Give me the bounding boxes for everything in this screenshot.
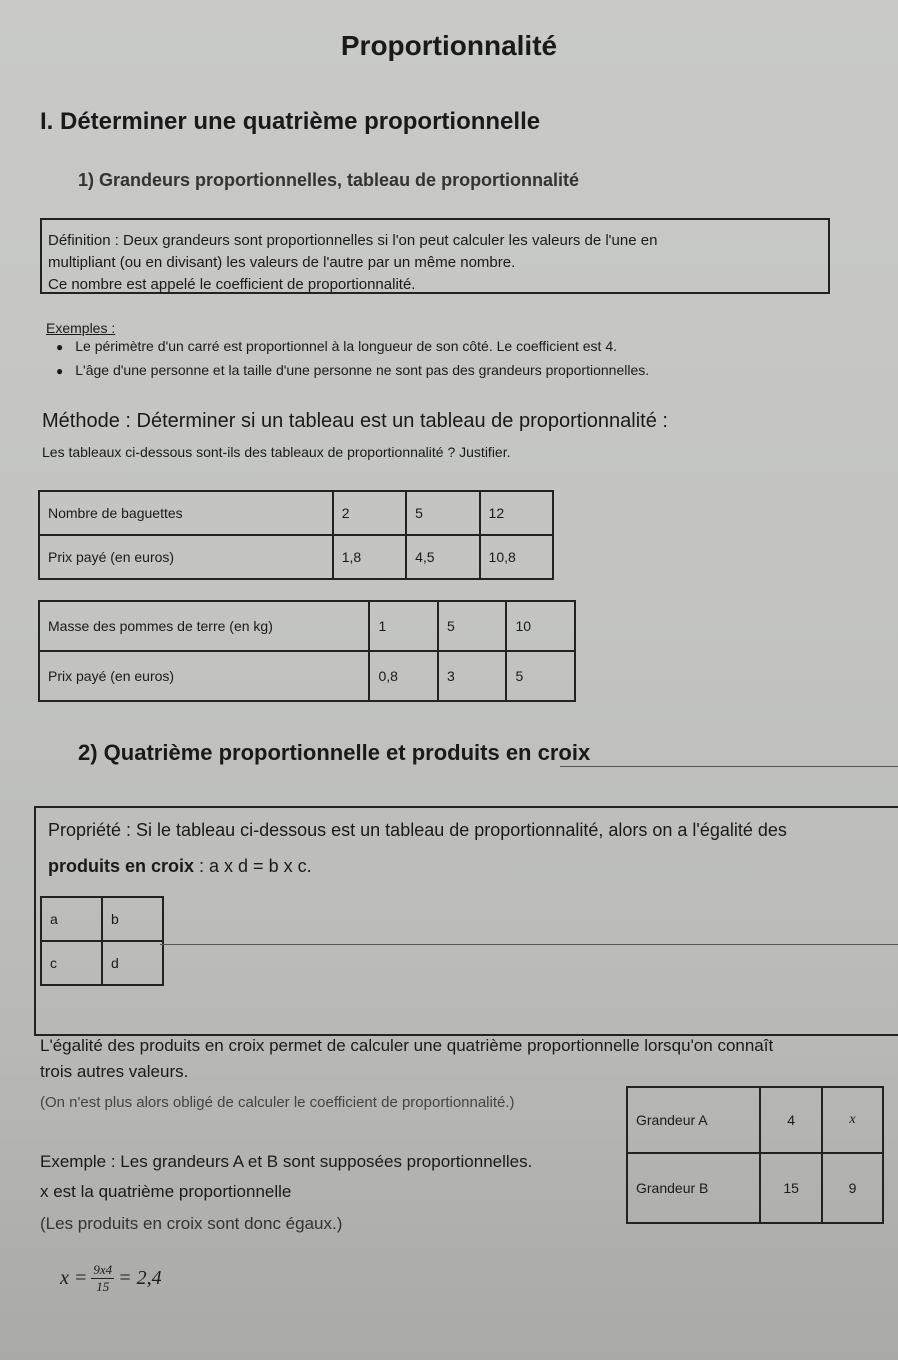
table-cell: x (822, 1087, 883, 1153)
table-cell: Grandeur B (627, 1153, 760, 1223)
table-cell: 1 (369, 601, 438, 651)
formula-denominator: 15 (96, 1279, 110, 1294)
note-text: (On n'est plus alors obligé de calculer le coefficient de proportionnalité.) (40, 1094, 515, 1111)
table-cell: Nombre de baguettes (39, 491, 333, 535)
formula-lhs: x = (60, 1267, 88, 1289)
table-row (39, 601, 575, 651)
table-cell: a (41, 897, 102, 941)
table-cell: 10 (506, 601, 575, 651)
table-row (39, 535, 553, 579)
table-baguettes (38, 490, 554, 580)
definition-line-2: multipliant (ou en divisant) les valeurs de l'autre par un même nombre. (48, 254, 516, 271)
example-text: Exemple : Les grandeurs A et B sont supposées proportionnelles. (40, 1152, 533, 1171)
table-cell: 15 (760, 1153, 822, 1223)
formula (60, 1262, 162, 1295)
examples-label: Exemples : (46, 320, 116, 336)
example-item-2: ● L'âge d'une personne et la taille d'une personne ne sont pas des grandeurs proportionnelles. (56, 362, 649, 378)
method-title: Méthode : Déterminer si un tableau est un tableau de proportionnalité : (42, 410, 668, 432)
table-cell: 5 (438, 601, 507, 651)
grandeur-table (626, 1086, 884, 1224)
table-cell: 10,8 (480, 535, 553, 579)
table-cell: 5 (506, 651, 575, 701)
table-cell: 12 (480, 491, 553, 535)
table-row (627, 1153, 883, 1223)
subsection-2-heading: 2) Quatrième proportionnelle et produits en croix (78, 740, 591, 765)
equality-line-2: trois autres valeurs. (40, 1062, 189, 1081)
cross-products-table (40, 896, 164, 986)
table-row (39, 491, 553, 535)
table-cell: 2 (333, 491, 406, 535)
formula-result: = 2,4 (118, 1267, 162, 1289)
table-row (41, 897, 163, 941)
table-cell: 1,8 (333, 535, 406, 579)
table-cell: 3 (438, 651, 507, 701)
page-title: Proportionnalité (340, 30, 558, 61)
table-row (627, 1087, 883, 1153)
table-cell: 0,8 (369, 651, 438, 701)
table-cell: c (41, 941, 102, 985)
table-cell: d (102, 941, 163, 985)
property-cross-products-term: produits en croix (48, 856, 195, 876)
table-cell: b (102, 897, 163, 941)
method-question: Les tableaux ci-dessous sont-ils des tableaux de proportionnalité ? Justifier. (42, 444, 511, 460)
section-1-heading: I. Déterminer une quatrième proportionnelle (40, 108, 541, 135)
subsection-1-heading: 1) Grandeurs proportionnelles, tableau de proportionnalité (78, 170, 580, 190)
definition-box (40, 218, 830, 294)
table-cell: Masse des pommes de terre (en kg) (39, 601, 369, 651)
definition-line-1: Définition : Deux grandeurs sont proportionnelles si l'on peut calculer les valeurs de l'une en (48, 232, 658, 249)
table-cell: 9 (822, 1153, 883, 1223)
table-row (41, 941, 163, 985)
table-cell: Prix payé (en euros) (39, 651, 369, 701)
formula-fraction (91, 1262, 114, 1295)
table-cell: 4,5 (406, 535, 479, 579)
property-line-2 (48, 856, 312, 877)
table-cell: Prix payé (en euros) (39, 535, 333, 579)
equality-line-1: L'égalité des produits en croix permet de calculer une quatrième proportionnelle lorsqu'on connaît (40, 1036, 774, 1055)
table-cell: 5 (406, 491, 479, 535)
table-cell: 4 (760, 1087, 822, 1153)
table-row (39, 651, 575, 701)
example-line-2: x est la quatrième proportionnelle (40, 1182, 292, 1201)
table-pommes-de-terre (38, 600, 576, 702)
example-line-1 (40, 1152, 532, 1172)
property-cross-products-formula: : a x d = b x c. (194, 856, 312, 876)
example-item-1: ● Le périmètre d'un carré est proportionnel à la longueur de son côté. Le coefficient est 4. (56, 338, 617, 354)
divider (160, 944, 898, 945)
property-line-1: Propriété : Si le tableau ci-dessous est un tableau de proportionnalité, alors on a l'égalité des (48, 820, 787, 840)
divider (560, 766, 898, 767)
formula-numerator: 9x4 (93, 1262, 113, 1277)
table-cell: Grandeur A (627, 1087, 760, 1153)
example-line-3: (Les produits en croix sont donc égaux.) (40, 1214, 343, 1233)
definition-line-3: Ce nombre est appelé le coefficient de proportionnalité. (48, 276, 416, 293)
